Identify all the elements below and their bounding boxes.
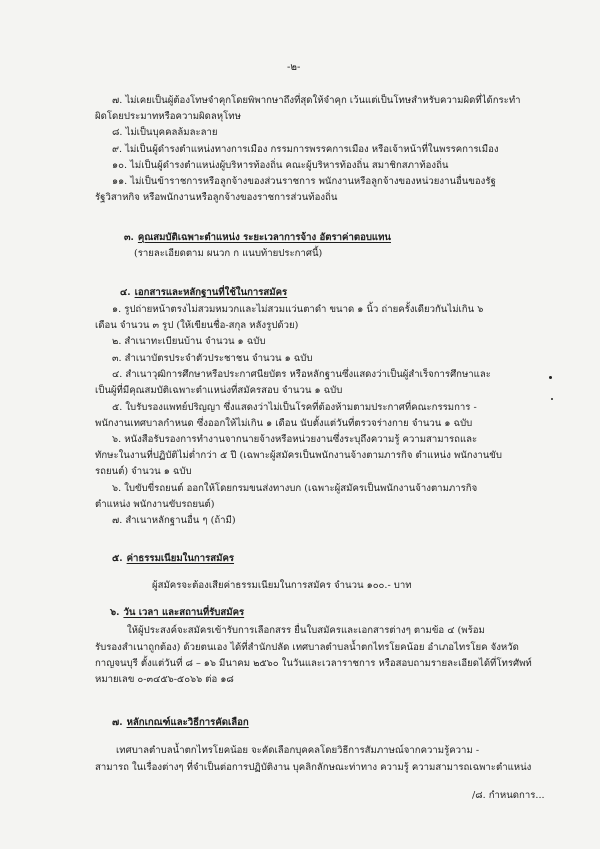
section-6-number: ๖. (110, 607, 120, 618)
section-3-number: ๓. (124, 232, 134, 243)
section-7-line-2: สามารถ ในเรื่องต่างๆ ที่จำเป็นต่อการปฏิบัติงาน บุคลิกลักษณะท่าทาง ความรู้ ความสามารถเฉพาะตำแหน่ง (95, 762, 532, 773)
section-7-line-1: เทศบาลตำบลน้ำตกไทรโยคน้อย จะคัดเลือกบุคคลโดยวิธีการสัมภาษณ์จากความรู้ความ - (116, 745, 480, 756)
doc-item-7: ๗. สำเนาหลักฐานอื่น ๆ (ถ้ามี) (112, 515, 236, 526)
doc-item-5-line-1: ๕. ใบรับรองแพทย์ปริญญา ซึ่งแสดงว่าไม่เป็นโรคที่ต้องห้ามตามประกาศที่คณะกรรมการ - (112, 402, 477, 413)
doc-item-5-line-2: พนักงานเทศบาลกำหนด ซึ่งออกให้ไม่เกิน ๑ เดือน นับตั้งแต่วันที่ตรวจร่างกาย จำนวน ๑ ฉบับ (95, 418, 473, 429)
item-8: ๘. ไม่เป็นบุคคลล้มละลาย (112, 127, 218, 138)
doc-item-6-line-3: รถยนต์) จำนวน ๑ ฉบับ (95, 466, 192, 477)
item-7-line-2: ผิดโดยประมาทหรือความผิดลหุโทษ (95, 111, 241, 122)
doc-item-6-line-1: ๖. หนังสือรับรองการทำงานจากนายจ้างหรือหน่วยงานซึ่งระบุถึงความรู้ ความสามารถและ (112, 434, 478, 445)
item-9: ๙. ไม่เป็นผู้ดำรงตำแหน่งทางการเมือง กรรมการพรรคการเมือง หรือเจ้าหน้าที่ในพรรคการเมือง (112, 144, 499, 155)
doc-item-2: ๒. สำเนาทะเบียนบ้าน จำนวน ๑ ฉบับ (112, 336, 266, 347)
section-6-line-4: หมายเลข ๐-๓๔๕๖-๕๐๖๖ ต่อ ๑๘ (95, 674, 234, 685)
section-3-note: (รายละเอียดตาม ผนวก ก แนบท้ายประกาศนี้) (134, 248, 323, 259)
section-5-title: ค่าธรรมเนียมในการสมัคร (126, 553, 235, 564)
doc-item-6b-line-2: ตำแหน่ง พนักงานขับรถยนต์) (95, 499, 215, 510)
section-6-line-3: กาญจนบุรี ตั้งแต่วันที่ ๘ – ๑๖ มีนาคม ๒๕๖๐ ในวันและเวลาราชการ หรือสอบถามรายละเอียดได้ที่โทรศัพท์ (95, 658, 532, 669)
page-number: -๒- (287, 62, 301, 73)
section-5-number: ๕. (112, 553, 123, 564)
section-7-heading (112, 717, 249, 729)
section-6-heading (110, 607, 244, 619)
doc-item-6-line-2: ทักษะในงานที่ปฏิบัติไม่ต่ำกว่า ๕ ปี (เฉพาะผู้สมัครเป็นพนักงานจ้างตามภารกิจ ตำแหน่ง พนักงานขับ (95, 450, 502, 461)
section-6-title: วัน เวลา และสถานที่รับสมัคร (123, 607, 245, 618)
doc-item-3: ๓. สำเนาบัตรประจำตัวประชาชน จำนวน ๑ ฉบับ (112, 353, 313, 364)
doc-item-4-line-1: ๔. สำเนาวุฒิการศึกษาหรือประกาศนียบัตร หรือหลักฐานซึ่งแสดงว่าเป็นผู้สำเร็จการศึกษาและ (112, 369, 491, 380)
continuation-note: /๘. กำหนดการ... (472, 790, 545, 801)
section-4-heading (120, 287, 287, 299)
item-11-line-2: รัฐวิสาหกิจ หรือพนักงานหรือลูกจ้างของราชการส่วนท้องถิ่น (95, 192, 338, 203)
section-7-title: หลักเกณฑ์และวิธีการคัดเลือก (126, 717, 249, 728)
doc-item-1-line-2: เดือน จำนวน ๓ รูป (ให้เขียนชื่อ-สกุล หลังรูปด้วย) (95, 320, 299, 331)
doc-item-4-line-2: เป็นผู้ที่มีคุณสมบัติเฉพาะตำแหน่งที่สมัครสอบ จำนวน ๑ ฉบับ (95, 385, 343, 396)
section-7-number: ๗. (112, 717, 123, 728)
section-6-line-2: รับรองสำเนาถูกต้อง) ด้วยตนเอง ได้ที่สำนักปลัด เทศบาลตำบลน้ำตกไทรโยคน้อย อำเภอไทรโยค จังหวัด (95, 642, 519, 653)
section-5-heading (112, 553, 234, 565)
section-5-text: ผู้สมัครจะต้องเสียค่าธรรมเนียมในการสมัคร จำนวน ๑๐๐.- บาท (152, 580, 412, 591)
section-3-title: คุณสมบัติเฉพาะตำแหน่ง ระยะเวลาการจ้าง อัตราค่าตอบแทน (137, 232, 391, 243)
section-6-line-1: ให้ผู้ประสงค์จะสมัครเข้ารับการเลือกสรร ยื่นใบสมัครและเอกสารต่างๆ ตามข้อ ๔ (พร้อม (127, 625, 485, 636)
item-10: ๑๐. ไม่เป็นผู้ดำรงตำแหน่งผู้บริหารท้องถิ่น คณะผู้บริหารท้องถิ่น สมาชิกสภาท้องถิ่น (112, 160, 449, 171)
item-7-line-1: ๗. ไม่เคยเป็นผู้ต้องโทษจำคุกโดยพิพากษาถึงที่สุดให้จำคุก เว้นแต่เป็นโทษสำหรับความผิดที่ได้กระทำ (112, 95, 521, 106)
doc-item-6b-line-1: ๖. ใบขับขี่รถยนต์ ออกให้โดยกรมขนส่งทางบก (เฉพาะผู้สมัครเป็นพนักงานจ้างตามภารกิจ (112, 483, 478, 494)
item-11-line-1: ๑๑. ไม่เป็นข้าราชการหรือลูกจ้างของส่วนราชการ พนักงานหรือลูกจ้างของหน่วยงานอื่นของรัฐ (112, 176, 496, 187)
section-3-heading (124, 232, 391, 244)
scan-speck (551, 398, 553, 400)
doc-item-1-line-1: ๑. รูปถ่ายหน้าตรงไม่สวมหมวกและไม่สวมแว่นตาดำ ขนาด ๑ นิ้ว ถ่ายครั้งเดียวกันไม่เกิน ๖ (112, 304, 484, 315)
section-4-title: เอกสารและหลักฐานที่ใช้ในการสมัคร (134, 287, 288, 298)
section-4-number: ๔. (120, 287, 131, 298)
scan-speck (549, 376, 552, 379)
